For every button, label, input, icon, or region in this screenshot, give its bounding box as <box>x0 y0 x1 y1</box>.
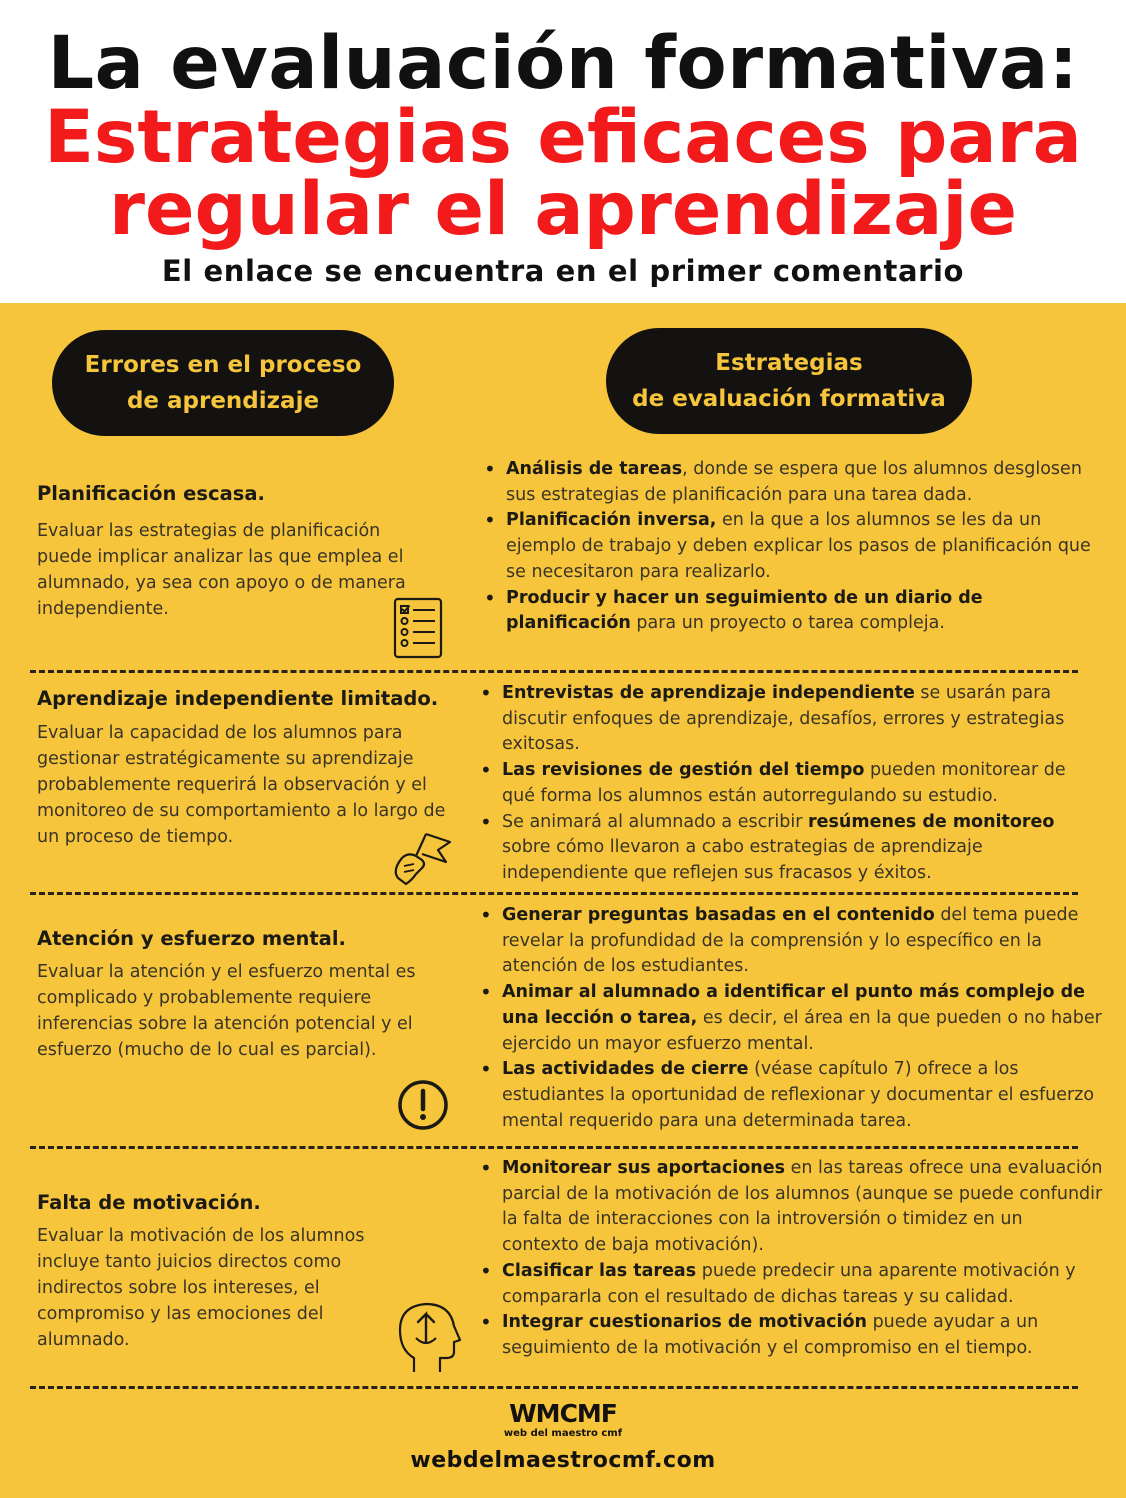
checklist-icon <box>392 596 444 660</box>
website-link[interactable]: webdelmaestrocmf.com <box>410 1448 716 1473</box>
hand-flag-icon <box>392 828 454 890</box>
section-1-description: Evaluar las estrategias de planificación puede implicar analizar las que emplea el alumnado, ya sea con apoyo o de manera independiente. <box>37 521 406 619</box>
strategies-column-heading <box>606 328 972 434</box>
list-item: • Planificación inversa, en la que a los alumnos se les da un ejemplo de trabajo y deben explicar los pasos de planificación que se necesitaron para realizarlo. <box>478 508 1108 585</box>
page-title-line-3: regular el aprendizaje <box>109 167 1017 252</box>
list-item: • Análisis de tareas, donde se espera que los alumnos desglosen sus estrategias de planificación para una tarea dada. <box>478 457 1108 508</box>
list-item: • Las actividades de cierre (véase capítulo 7) ofrece a los estudiantes la oportunidad de reflexionar y documentar el esfuerzo mental requerido para una determinada tarea. <box>474 1057 1104 1134</box>
list-item: • Generar preguntas basadas en el contenido del tema puede revelar la profundidad de la comprensión y lo específico en la atención de los estudiantes. <box>474 903 1104 980</box>
section-2-title: Aprendizaje independiente limitado. <box>37 687 439 710</box>
logo-tagline: web del maestro cmf <box>503 1428 623 1439</box>
header <box>0 0 1126 303</box>
page-subtitle: El enlace se encuentra en el primer comentario <box>161 254 965 288</box>
list-item: • Las revisiones de gestión del tiempo pueden monitorear de qué forma los alumnos están autorregulando su estudio. <box>474 758 1104 809</box>
section-3-title: Atención y esfuerzo mental. <box>37 927 346 950</box>
section-2-strategy-list <box>474 681 1104 887</box>
site-logo <box>490 1400 636 1440</box>
list-item: • Entrevistas de aprendizaje independiente se usarán para discutir enfoques de aprendizaje, desafíos, errores y estrategias exitosas. <box>474 681 1104 758</box>
errors-heading-line-1: Errores en el proceso <box>84 352 362 378</box>
section-divider <box>30 892 1078 895</box>
section-3-strategy-list <box>474 903 1104 1134</box>
strategies-heading-line-1: Estrategias <box>715 350 863 376</box>
section-4-strategy-list <box>474 1156 1104 1362</box>
section-divider <box>30 670 1078 673</box>
list-item: • Monitorear sus aportaciones en las tareas ofrece una evaluación parcial de la motivación de los alumnos (aunque se puede confundir la falta de interacciones con la introversión o timidez en un contexto de baja motivación). <box>474 1156 1104 1259</box>
section-divider <box>30 1386 1078 1389</box>
page-title-line-1: La evaluación formativa: <box>47 21 1079 106</box>
exclamation-circle-icon <box>396 1078 450 1132</box>
section-4-title: Falta de motivación. <box>37 1191 261 1214</box>
list-item: • Integrar cuestionarios de motivación puede ayudar a un seguimiento de la motivación y el compromiso en el tiempo. <box>474 1310 1104 1361</box>
list-item: • Animar al alumnado a identificar el punto más complejo de una lección o tarea, es decir, el área en la que pueden o no haber ejercido un mayor esfuerzo mental. <box>474 980 1104 1057</box>
list-item: • Clasificar las tareas puede predecir una aparente motivación y compararla con el resultado de dichas tareas y su calidad. <box>474 1259 1104 1310</box>
errors-column-heading <box>52 330 394 436</box>
section-2-description: Evaluar la capacidad de los alumnos para gestionar estratégicamente su aprendizaje probablemente requerirá la observación y el monitoreo de su comportamiento a lo largo de un proceso de tiempo. <box>37 723 446 847</box>
section-3-description: Evaluar la atención y el esfuerzo mental es complicado y probablemente requiere inferencias sobre la atención potencial y el esfuerzo (mucho de lo cual es parcial). <box>37 962 416 1060</box>
section-4-description: Evaluar la motivación de los alumnos incluye tanto juicios directos como indirectos sobre los intereses, el compromiso y las emociones del alumnado. <box>37 1226 365 1350</box>
list-item: • Se animará al alumnado a escribir resúmenes de monitoreo sobre cómo llevaron a cabo estrategias de aprendizaje independiente que reflejen sus fracasos y éxitos. <box>474 810 1104 887</box>
errors-heading-line-2: de aprendizaje <box>126 388 320 414</box>
section-divider <box>30 1146 1078 1149</box>
list-item: • Producir y hacer un seguimiento de un diario de planificación para un proyecto o tarea compleja. <box>478 586 1108 637</box>
logo-mark: WMCMF <box>509 1399 617 1428</box>
section-1-title: Planificación escasa. <box>37 482 265 505</box>
section-1-strategy-list <box>478 457 1108 637</box>
strategies-heading-line-2: de evaluación formativa <box>632 386 946 412</box>
head-arrow-icon <box>394 1298 464 1378</box>
page-title-line-2: Estrategias eficaces para <box>44 95 1082 180</box>
